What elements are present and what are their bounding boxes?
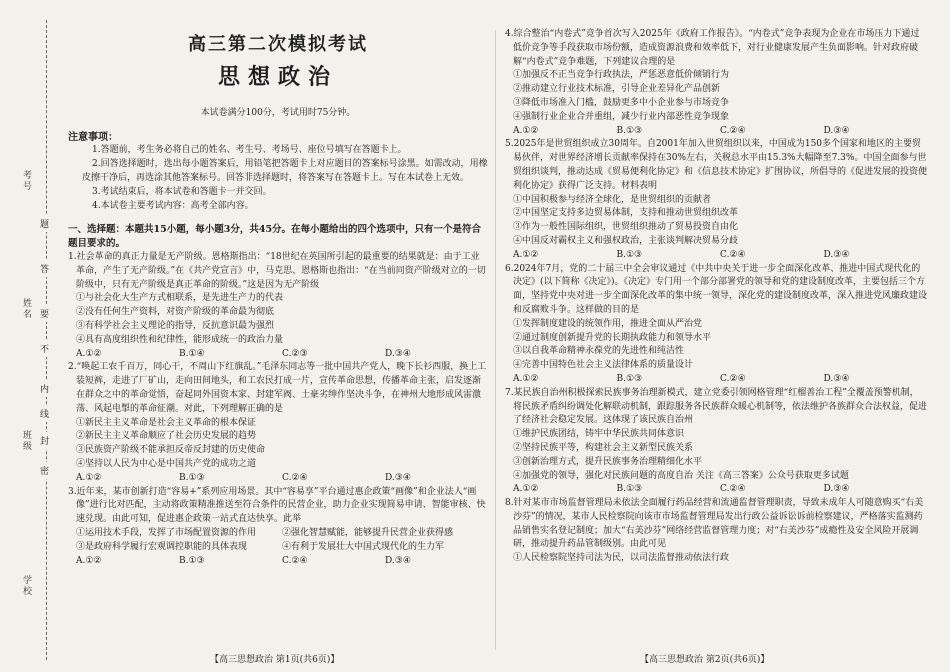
option: ①中国积极参与经济全球化，是世贸组织的贡献者 (513, 194, 712, 205)
question-5 (505, 138, 927, 262)
question-stem: 8.针对某市市场监督管理局未依法全面履行药品经营和流通监督管理职责，导致未成年人可随意购买“右美沙芬”的情况，某市人民检察院向该市市场监督管理局发出行政公益诉讼诉前检察建议，严格落实监测药品销售实名登记制度；加大“右美沙芬”网络经营监督管理力度；对“右美沙芬”成瘾性及安全风险开展调研，推动提升药品管制级别。由此可见 (505, 498, 924, 550)
answer-choices (505, 249, 927, 263)
question-3 (68, 486, 488, 569)
note-item: 4.本试卷主要考试内容：高考全部内容。 (92, 201, 254, 211)
answer-choices (68, 348, 488, 362)
choice-b: B.①③ (616, 249, 643, 260)
option: ④强制行业企业合并重组，减少行业内部恶性竞争现象 (513, 111, 730, 122)
question-stem: 3.近年来，某市创新打造“容易+”系列应用场景。其中“容易享”平台通过惠企政策“画像”和企业法人“画像”进行比对匹配，主动将政策精准推送至符合条件的民营企业，助力企业实现简易申请、智能审核、快速兑现。由此可知，促进惠企政策一站式直达快享。此举 (68, 486, 486, 525)
choice-b: B.①③ (616, 125, 643, 136)
option: ③是政府科学履行宏观调控职能的具体表现 (76, 541, 248, 552)
option: ②推动建立行业技术标准，引导企业差异化产品创新 (513, 84, 721, 95)
choice-c: C.②④ (720, 373, 746, 384)
subject-title: 思想政治 (217, 64, 338, 90)
option-pair (68, 541, 488, 555)
question-stem: 1.社会革命的真正力量是无产阶级。恩格斯指出：“18世纪在英国所引起的最重要的结果就是：由于工业革命，产生了无产阶级。”在《共产党宣言》中，马克思、恩格斯也指出：“在当前同资产阶级对立的一切阶级中，只有无产阶级是真正革命的阶级。”这是因为无产阶级 (68, 252, 486, 290)
option: ③创新治理方式，提升民族事务治理精细化水平 (513, 456, 703, 467)
kaohao-label: 考号 (21, 170, 31, 192)
choice-d: D.③④ (385, 555, 411, 566)
seal-char: 不 (40, 340, 49, 357)
choice-c: C.②③ (282, 348, 308, 359)
answer-choices (68, 555, 488, 569)
choice-c: C.②④ (720, 125, 746, 136)
option: ④有利于发展壮大中国式现代化的生力军 (282, 541, 445, 552)
option: ②强化智慧赋能，能够提升民营企业获得感 (282, 527, 454, 538)
xingming-label: 姓名 (21, 298, 31, 320)
question-7 (505, 387, 927, 497)
option: ①维护民族团结，铸牢中华民族共同体意识 (513, 429, 685, 440)
choice-c: C.②④ (282, 472, 308, 483)
option: ③以自我革命精神永葆党的先进性和纯洁性 (513, 346, 685, 357)
seal-char: 答 (40, 260, 49, 277)
seal-char: 线 (40, 405, 49, 422)
choice-a: A.①② (76, 348, 102, 359)
question-stem: 4.综合整治“内卷式”竞争首次写入2025年《政府工作报告》。“内卷式”竞争表现为企业在市场压力下通过低价竞争等手段获取市场份额，造成资源浪费和效率低下，对行业健康发展产生负面影响。针对政府破解“内卷式”竞争难题，下列建议合理的是 (505, 29, 920, 67)
question-stem: 5.2025年是世贸组织成立30周年。自2001年加入世贸组织以来，中国成为150多个国家和地区的主要贸易伙伴，对世界经济增长贡献率保持在30%左右，关税总水平由15.3%大幅降至7.3%。中国全面参与世贸组织谈判，推动达成《贸易便利化协定》和《信息技术协定》扩围协议，所倡导的《促进发展的投资便利化协定》获得广泛支持。材料表明 (505, 139, 928, 191)
choice-d: D.③④ (823, 484, 850, 495)
question-2 (68, 361, 488, 485)
question-stem: 7.某民族自治州积极探索民族事务治理新模式，建立党委引领网格管理“红榴善治工程”全覆盖预警机制，将民族矛盾纠纷调处化解联动机制，跟踪服务各民族群众暖心机制等，依法维护各族群众合法权益，促进了经济社会稳定发展。这体现了该民族自治州 (505, 387, 928, 426)
choice-b: B.①④ (179, 348, 205, 359)
choice-b: B.①③ (616, 373, 643, 384)
option: ④具有高度组织性和纪律性，能形成统一的政治力量 (76, 334, 284, 345)
choice-d: D.③④ (385, 348, 411, 359)
choice-a: A.①② (76, 472, 102, 483)
choice-a: A.①② (513, 484, 539, 495)
banji-label: 班级 (21, 430, 31, 452)
option: ③降低市场准入门槛，鼓励更多中小企业参与市场竞争 (513, 97, 730, 108)
xuexiao-label: 学校 (21, 575, 31, 597)
footer-right: 【高三思想政治 第2页(共6页)】 (640, 655, 770, 665)
option: ④中国反对霸权主义和强权政治，主张谈判解决贸易分歧 (513, 235, 739, 246)
choice-d: D.③④ (823, 249, 850, 260)
seal-char: 密 (40, 462, 49, 479)
seal-char: 题 (40, 215, 49, 232)
question-stem: 6.2024年7月，党的二十届三中全会审议通过《中共中央关于进一步全面深化改革、推进中国式现代化的决定》(以下简称《决定》)。《决定》专门用一个部分部署党的领导和党的建设制度改革，主要包括三个方面，坚持党中央对进一步全面深化改革的集中统一领导，深化党的建设制度改革，深入推进党风廉政建设和反腐败斗争。这样做的目的是 (505, 263, 928, 315)
question-6 (505, 263, 927, 387)
option: ①发挥制度建设的统领作用，推进全面从严治党 (513, 318, 703, 329)
answer-choices (505, 373, 927, 387)
footer-left: 【高三思想政治 第1页(共6页)】 (210, 655, 340, 665)
option: ①运用技术手段，发挥了市场配置资源的作用 (76, 527, 257, 538)
choice-d: D.③④ (823, 125, 850, 136)
note-item: 2.回答选择题时，选出每小题答案后，用铅笔把答题卡上对应题目的答案标号涂黑。如需改动，用橡皮擦干净后，再选涂其他答案标号。回答非选择题时，将答案写在答题卡上。写在本试卷上无效。 (82, 159, 488, 183)
option: ②坚持民族平等，构建社会主义新型民族关系 (513, 442, 694, 453)
section-heading: 一、选择题：本题共15小题，每小题3分，共45分。在每小题给出的四个选项中，只有一个是符合题目要求的。 (68, 224, 482, 249)
question-1 (68, 251, 488, 361)
seal-char: 封 (40, 432, 49, 449)
option: ①新民主主义革命是社会主义革命的根本保证 (76, 417, 257, 428)
left-column (68, 0, 488, 568)
choice-a: A.①② (513, 373, 539, 384)
exam-meta: 本试卷满分100分，考试用时75分钟。 (200, 108, 356, 118)
option: ④坚持以人民为中心是中国共产党的成功之道 (76, 458, 257, 469)
seal-char: 内 (40, 380, 49, 397)
choice-b: B.①③ (179, 555, 205, 566)
answer-choices (68, 472, 488, 486)
seal-char: 要 (40, 305, 49, 322)
answer-choices (505, 483, 927, 497)
option: ②没有任何生产资料，对资产阶级的革命最为彻底 (76, 307, 275, 318)
option: ①人民检察院坚持司法为民，以司法监督推动依法行政 (513, 553, 730, 564)
exam-title: 高三第二次模拟考试 (188, 34, 368, 55)
question-stem: 2.“唤起工农千百万，同心干，不周山下红旗乱。”毛泽东同志等一批中国共产党人，晚下长衫西服，换上工装短裤，走进了厂矿山，走向田间地头，和工农民打成一片，宣传革命思想，传播革命主张，启发逐渐在群众之中的革命觉悟，奋起同外国资本家、封建军阀、土豪劣绅作坚决斗争，在神州大地形成风雷激荡、风起电掣的革命征潮。对此，下列理解正确的是 (68, 362, 487, 414)
note-item: 3.考试结束后，将本试卷和答题卡一并交回。 (92, 187, 272, 197)
choice-c: C.②④ (720, 484, 746, 495)
option: ①加强反不正当竞争行政执法，严惩恶意低价倾销行为 (513, 70, 730, 81)
answer-choices (505, 125, 927, 139)
option: ④完善中国特色社会主义法律体系的质量设计 (513, 360, 694, 371)
choice-b: B.①③ (179, 472, 205, 483)
option: ①与社会化大生产方式相联系，是先进生产力的代表 (76, 293, 284, 304)
choice-a: A.①② (513, 125, 539, 136)
choice-a: A.①② (513, 249, 539, 260)
choice-d: D.③④ (385, 472, 411, 483)
question-4 (505, 28, 927, 138)
option: ②中国坚定支持多边贸易体制，支持和推动世贸组织改革 (513, 208, 739, 219)
binding-margin (0, 0, 60, 672)
option-pair (68, 527, 488, 541)
note-item: 1.答题前，考生务必将自己的姓名、考生号、考场号、座位号填写在答题卡上。 (92, 145, 407, 155)
choice-b: B.①③ (616, 484, 643, 495)
option: ③作为一般性国际组织，世贸组织推动了贸易投资自由化 (513, 222, 739, 233)
choice-c: C.②④ (282, 555, 308, 566)
option: ②新民主主义革命顺应了社会历史发展的趋势 (76, 431, 257, 442)
choice-c: C.②④ (720, 249, 746, 260)
option: ④加强党的领导，强化对民族问题的高度自治 关注《高三答案》公众号获取更多试题 (513, 470, 849, 481)
option: ②通过制度创新提升党的长期执政能力和领导水平 (513, 332, 712, 343)
page-divider (495, 30, 496, 650)
notes-heading: 注意事项： (68, 132, 118, 143)
question-8 (505, 497, 927, 566)
choice-a: A.①② (76, 555, 102, 566)
right-column (505, 28, 927, 566)
option: ③有科学社会主义理论的指导，反抗意识最为强烈 (76, 320, 275, 331)
option: ③民族资产阶级不能承担反帝反封建的历史使命 (76, 445, 266, 456)
choice-d: D.③④ (823, 373, 850, 384)
